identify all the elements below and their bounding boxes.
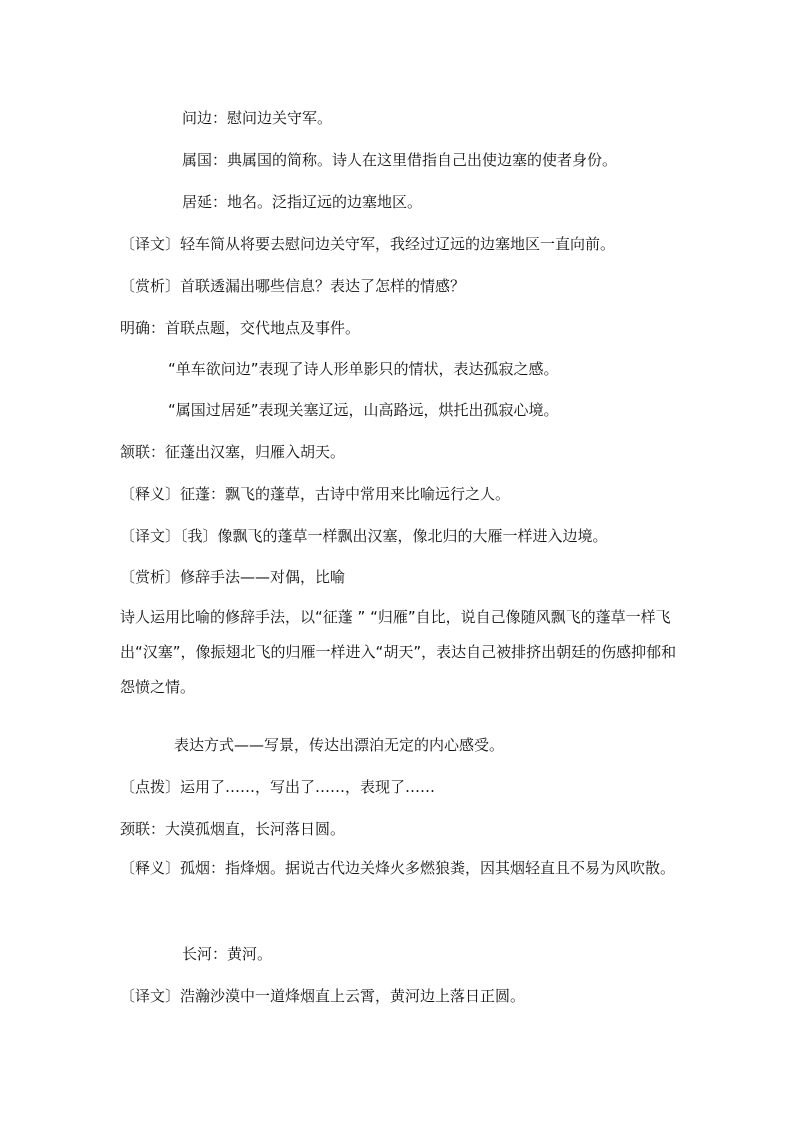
note-shuguo: 属国：典属国的简称。诗人在这里借指自己出使边塞的使者身份。	[182, 151, 618, 169]
note-juyan: 居延：地名。泛指辽远的边塞地区。	[182, 193, 423, 211]
answer-point-1: “单车欲问边”表现了诗人形单影只的情状，表达孤寂之感。	[168, 360, 559, 378]
hanlian-gloss: 〔释义〕征蓬：飘飞的蓬草，古诗中常用来比喻远行之人。	[120, 485, 511, 503]
note-changhe: 长河：黄河。	[182, 945, 273, 963]
answer-point-2: “属国过居延”表现关塞辽远，山高路远，烘托出孤寂心境。	[168, 401, 559, 419]
jinglian-gloss: 〔释义〕孤烟：指烽烟。据说古代边关烽火多燃狼粪，因其烟轻直且不易为风吹散。	[120, 859, 676, 877]
tip-line: 〔点拨〕运用了……，写出了……，表现了……	[120, 778, 436, 796]
jinglian-verse: 颈联：大漠孤烟直，长河落日圆。	[120, 820, 346, 838]
hanlian-translation: 〔译文〕〔我〕像飘飞的蓬草一样飘出汉塞，像北归的大雁一样进入边境。	[120, 527, 608, 545]
expression-method: 表达方式——写景，传达出漂泊无定的内心感受。	[174, 736, 505, 754]
note-wenbian: 问边：慰问边关守军。	[182, 109, 333, 127]
translation-line-1: 〔译文〕轻车简从将要去慰问边关守军，我经过辽远的边塞地区一直向前。	[120, 235, 616, 253]
hanlian-rhetoric: 〔赏析〕修辞手法——对偶，比喻	[120, 568, 346, 586]
appreciation-question: 〔赏析〕首联透漏出哪些信息？表达了怎样的情感？	[120, 277, 466, 295]
hanlian-analysis-paragraph: 诗人运用比喻的修辞手法，以“征蓬 ” “归雁”自比，说自己像随风飘飞的蓬草一样飞出“汉塞”，像振翅北飞的归雁一样进入“胡天”，表达自己被排挤出朝廷的伤感抑郁和怨愤之情。	[120, 608, 677, 696]
jinglian-translation: 〔译文〕浩瀚沙漠中一道烽烟直上云霄，黄河边上落日正圆。	[120, 987, 526, 1005]
answer-heading: 明确：首联点题，交代地点及事件。	[120, 319, 361, 337]
hanlian-verse: 颔联：征蓬出汉塞，归雁入胡天。	[120, 443, 346, 461]
